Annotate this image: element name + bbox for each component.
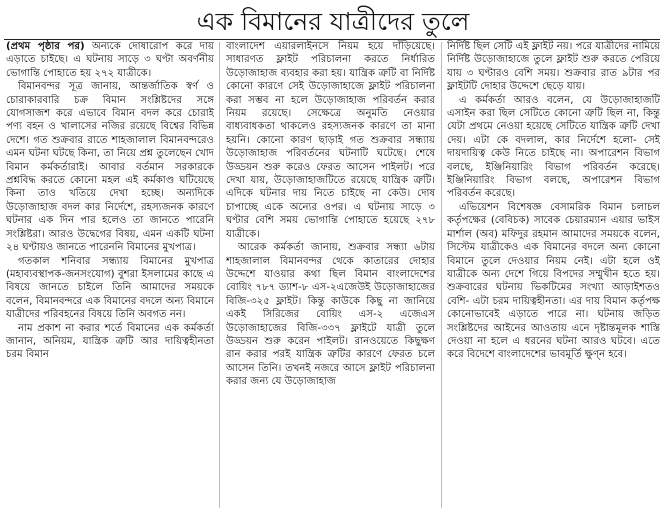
paragraph: নাম প্রকাশ না করার শর্তে বিমানের এক কর্মকর্তা জানান, অনিয়ম, যান্ত্রিক ত্রুটি আর দায়িত্বহীনতা চরম বিমান (6, 322, 214, 361)
lead-text: অন্যকে দোষারোপ করে দায় এড়াতে চাইছে। এ ঘটনায় সাড়ে ৩ ঘণ্টা অবর্ণনীয় ভোগান্তি পোহাতে হয় ২৭২ যাত্রীকে। (6, 41, 214, 79)
column-1-lead (6, 40, 214, 80)
paragraph: গতকাল শনিবার সন্ধ্যায় বিমানের মুখপাত্র (মহাব্যবস্থাপক-জনসংযোগ) বুশরা ইসলামের কাছে এ বিষয়ে জানতে চাইলে তিনি আমাদের সময়কে বলেন, বিমানবন্দরে এক বিমানের বদলে অন্য বিমানে যাত্রীদের পরিবহনের বিষয়ে তিনি অবগত নন। (6, 255, 214, 321)
paragraph: নির্দিষ্ট ছিল সেটি এই ফ্লাইট নয়। পরে যাত্রীদের নামিয়ে নির্দিষ্ট উড়োজাহাজে তুলে ফ্লাইট শুরু করতে পেরিয়ে যায় ৩ ঘণ্টারও বেশি সময়। শুক্রবার রাত ৯টার পর ফ্লাইটটি দোহার উদ্দেশে ছেড়ে যায়। (447, 41, 660, 93)
headline: এক বিমানের যাত্রীদের তুলে (196, 7, 470, 36)
paragraph: এভিয়েশন বিশেষজ্ঞ বেসামরিক বিমান চলাচল কর্তৃপক্ষের (বেবিচক) সাবেক চেয়ারম্যান এয়ার ভাইস মার্শাল (অব) মফিদুর রহমান আমাদের সময়কে বলেন, সিস্টেম যাত্রীকেও এক বিমানের বদলে অন্য কোনো বিমানে তুলে দেওয়ার নিয়ম নেই। এটা হলে ওই যাত্রীকে অন্য দেশে গিয়ে বিপদের সম্মুখীন হতে হয়। শুক্রবারের ঘটনায় ভিকটিমের সংখ্যা আড়াইশতও বেশি- এটা চরম দায়িত্বহীনতা। এর দায় বিমান কর্তৃপক্ষ কোনোভাবেই এড়াতে পারে না। ঘটনায় জড়িত সংশ্লিষ্টদের আইনের আওতায় এনে দৃষ্টান্তমূলক শাস্তি দেওয়া না হলে এ ধরনের ঘটনা আরও ঘটবে। এতে করে বিদেশে বাংলাদেশের ভাবমূর্তি ক্ষুণ্ন হবে। (447, 201, 660, 361)
continuation-prefix: (প্রথম পৃষ্ঠার পর) (6, 41, 85, 52)
article-column-1 (6, 40, 214, 510)
paragraph: বাংলাদেশ এয়ারলাইনসে নিয়ম হয়ে দাঁড়িয়েছে। সাধারণত ফ্লাইট পরিচালনা করতে নির্ধারিত উড়োজাহাজ ব্যবহার করা হয়। যান্ত্রিক ত্রুটি বা নির্দিষ্ট কোনো কারণে সেই উড়োজাহাজে ফ্লাইট পরিচালনা করা সম্ভব না হলে উড়োজাহাজ পরিবর্তন করার নিয়ম রয়েছে। সেক্ষেত্রে অনুমতি নেওয়ার বাধ্যবাধকতা থাকলেও রহস্যজনক কারণে তা মানা হয়নি। কোনো কারণ ছাড়াই গত শুক্রবার সন্ধ্যায় উড়োজাহাজ পরিবর্তনের ঘটনাটি ঘটেছে। শেষে উড্ডয়ন শুরু করেও ফেরত আসেন পাইলট। পরে দেখা যায়, উড়োজাহাজটিতে রয়েছে যান্ত্রিক ত্রুটি। এদিকে ঘটনার দায় নিতে চাইছে না কেউ। দোষ চাপাচ্ছে একে অন্যের ওপর। এ ঘটনায় সাড়ে ৩ ঘণ্টার বেশি সময় ভোগান্তি পোহাতে হয়েছে ২৭৮ যাত্রীকে। (226, 41, 435, 240)
paragraph: বিমানবন্দর সূত্র জানায়, আন্তর্জাতিক স্বর্ণ ও চোরাকারবারি চক্র বিমান সংশ্লিষ্টদের সঙ্গে যোগসাজশ করে এভাবে বিমান বদল করে চোরাই পণ্য বহন ও খালাসের নজির রয়েছে বিশ্বের বিভিন্ন দেশে। গত শুক্রবার রাতে শাহজালাল বিমানবন্দরেও এমন ঘটনা ঘটছে কিনা, তা নিয়ে প্রশ্ন তুলেছেন খোদ বিমান কর্মকর্তারাই। আবার বর্তমান সরকারকে প্রশ্নবিদ্ধ করতে কোনো মহল এই কর্মকাণ্ড ঘটিয়েছে কিনা তাও খতিয়ে দেখা হচ্ছে। অন্যদিকে উড়োজাহাজ বদল কার নির্দেশে, রহস্যজনক কারণে ঘটনার এক দিন পার হলেও তা জানতে পারেনি সংশ্লিষ্টরা। আরও উদ্বেগের বিষয়, এমন একটি ঘটনা ২৪ ঘণ্টায়ও জানতে পারেননি বিমানের মুখপাত্র। (6, 81, 214, 254)
paragraph: এ কর্মকর্তা আরও বলেন, যে উড়োজাহাজটি এসাইন করা ছিল সেটিতে কোনো ত্রুটি ছিল না, কিন্তু যেটা প্রথমে নেওয়া হয়েছে সেটিতে যান্ত্রিক ত্রুটি দেখা দেয়। এটা কে বদলাল, কার নির্দেশে হলো- সেই দায়দায়িত্ব কেউ নিতে চাইছে না। অপারেশন বিভাগ বলছে, ইঞ্জিনিয়ারিং বিভাগ পরিবর্তন করেছে। ইঞ্জিনিয়ারিং বিভাগ বলছে, অপারেশন বিভাগ পরিবর্তন করেছে। (447, 94, 660, 200)
column-divider (219, 42, 220, 508)
column-divider (441, 42, 442, 508)
article-column-2 (226, 40, 435, 510)
paragraph: আরেক কর্মকর্তা জানায়, শুক্রবার সন্ধ্যা ৬টায় শাহজালাল বিমানবন্দর থেকে কাতারের দোহার উদ্দেশে যাওয়ার কথা ছিল বিমান বাংলাদেশের বোয়িং ৭৮৭ ড্যাশ-৮ এস-২এজেউই উড়োজাহাজের বিজি-৩২৫ ফ্লাইট। কিন্তু কাউকে কিছু না জানিয়ে একই সিরিজের বোয়িং এস-২ এজেএস উড়োজাহাজের বিজি-৩৩৭ ফ্লাইটে যাত্রী তুলে উড্ডয়ন শুরু করেন পাইলট। রানওয়েতে কিছুক্ষণ রান করার পরই যান্ত্রিক ত্রুটির কারণে ফেরত চলে আসেন তিনি। তখনই নজরে আসে ফ্লাইট পরিচালনা করার জন্য যে উড়োজাহাজ (226, 242, 435, 388)
article-column-3 (447, 40, 660, 510)
